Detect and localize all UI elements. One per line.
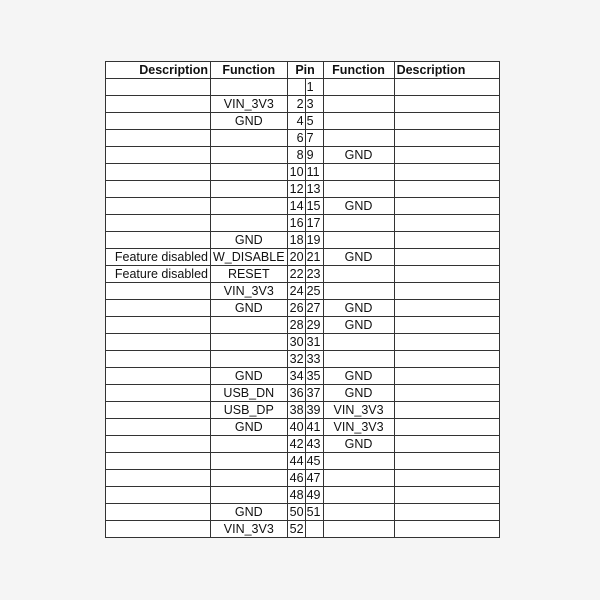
right-function-cell: GND bbox=[323, 300, 394, 317]
right-function-cell bbox=[323, 453, 394, 470]
left-description-cell bbox=[106, 283, 211, 300]
right-description-cell bbox=[394, 436, 499, 453]
right-function-cell bbox=[323, 181, 394, 198]
right-description-cell bbox=[394, 521, 499, 538]
left-pin-number: 8 bbox=[287, 147, 305, 164]
left-pin-number: 26 bbox=[287, 300, 305, 317]
right-pin-number: 49 bbox=[305, 487, 323, 504]
right-description-cell bbox=[394, 249, 499, 266]
left-pin-number bbox=[287, 79, 305, 96]
right-function-cell bbox=[323, 504, 394, 521]
right-pin-number: 45 bbox=[305, 453, 323, 470]
right-pin-number: 17 bbox=[305, 215, 323, 232]
left-pin-number: 42 bbox=[287, 436, 305, 453]
right-function-cell: VIN_3V3 bbox=[323, 402, 394, 419]
left-function-cell: GND bbox=[211, 113, 288, 130]
right-description-cell bbox=[394, 266, 499, 283]
table-row bbox=[106, 385, 500, 402]
left-pin-number: 36 bbox=[287, 385, 305, 402]
header-pin: Pin bbox=[287, 62, 323, 79]
left-function-cell: GND bbox=[211, 368, 288, 385]
header-row bbox=[106, 62, 500, 79]
table-row bbox=[106, 113, 500, 130]
left-description-cell bbox=[106, 232, 211, 249]
table-row bbox=[106, 402, 500, 419]
left-function-cell: VIN_3V3 bbox=[211, 283, 288, 300]
left-function-cell bbox=[211, 351, 288, 368]
left-function-cell bbox=[211, 453, 288, 470]
left-description-cell bbox=[106, 147, 211, 164]
left-pin-number: 10 bbox=[287, 164, 305, 181]
left-description-cell: Feature disabled bbox=[106, 249, 211, 266]
left-description-cell bbox=[106, 317, 211, 334]
left-pin-number: 46 bbox=[287, 470, 305, 487]
right-pin-number: 13 bbox=[305, 181, 323, 198]
right-pin-number: 31 bbox=[305, 334, 323, 351]
right-pin-number: 33 bbox=[305, 351, 323, 368]
pin-rows bbox=[106, 79, 500, 538]
right-function-cell bbox=[323, 334, 394, 351]
right-function-cell bbox=[323, 215, 394, 232]
right-description-cell bbox=[394, 402, 499, 419]
right-function-cell bbox=[323, 487, 394, 504]
left-function-cell bbox=[211, 147, 288, 164]
right-description-cell bbox=[394, 504, 499, 521]
right-description-cell bbox=[394, 164, 499, 181]
right-pin-number: 43 bbox=[305, 436, 323, 453]
left-pin-number: 14 bbox=[287, 198, 305, 215]
table-row bbox=[106, 504, 500, 521]
right-pin-number: 19 bbox=[305, 232, 323, 249]
right-function-cell: GND bbox=[323, 317, 394, 334]
right-description-cell bbox=[394, 147, 499, 164]
left-description-cell bbox=[106, 419, 211, 436]
table-row bbox=[106, 419, 500, 436]
left-description-cell bbox=[106, 198, 211, 215]
right-description-cell bbox=[394, 215, 499, 232]
right-pin-number bbox=[305, 521, 323, 538]
left-description-cell bbox=[106, 96, 211, 113]
left-pin-number: 32 bbox=[287, 351, 305, 368]
right-pin-number: 23 bbox=[305, 266, 323, 283]
left-description-cell bbox=[106, 521, 211, 538]
left-pin-number: 44 bbox=[287, 453, 305, 470]
right-description-cell bbox=[394, 453, 499, 470]
left-function-cell: GND bbox=[211, 504, 288, 521]
table-row bbox=[106, 147, 500, 164]
left-description-cell bbox=[106, 113, 211, 130]
right-description-cell bbox=[394, 130, 499, 147]
table-row bbox=[106, 436, 500, 453]
left-pin-number: 34 bbox=[287, 368, 305, 385]
header-left-description: Description bbox=[106, 62, 211, 79]
left-description-cell bbox=[106, 79, 211, 96]
left-description-cell bbox=[106, 504, 211, 521]
left-function-cell bbox=[211, 181, 288, 198]
left-function-cell bbox=[211, 436, 288, 453]
right-description-cell bbox=[394, 232, 499, 249]
left-description-cell bbox=[106, 368, 211, 385]
left-pin-number: 20 bbox=[287, 249, 305, 266]
left-pin-number: 6 bbox=[287, 130, 305, 147]
right-pin-number: 37 bbox=[305, 385, 323, 402]
left-function-cell bbox=[211, 215, 288, 232]
right-function-cell bbox=[323, 283, 394, 300]
left-pin-number: 12 bbox=[287, 181, 305, 198]
right-description-cell bbox=[394, 181, 499, 198]
right-pin-number: 47 bbox=[305, 470, 323, 487]
left-pin-number: 38 bbox=[287, 402, 305, 419]
right-pin-number: 25 bbox=[305, 283, 323, 300]
left-pin-number: 40 bbox=[287, 419, 305, 436]
right-function-cell bbox=[323, 164, 394, 181]
table-row bbox=[106, 232, 500, 249]
left-function-cell: VIN_3V3 bbox=[211, 521, 288, 538]
right-pin-number: 7 bbox=[305, 130, 323, 147]
right-description-cell bbox=[394, 487, 499, 504]
table-row bbox=[106, 96, 500, 113]
left-function-cell: USB_DN bbox=[211, 385, 288, 402]
right-description-cell bbox=[394, 317, 499, 334]
right-pin-number: 15 bbox=[305, 198, 323, 215]
header-right-function: Function bbox=[323, 62, 394, 79]
right-function-cell: GND bbox=[323, 147, 394, 164]
left-pin-number: 4 bbox=[287, 113, 305, 130]
left-description-cell bbox=[106, 487, 211, 504]
right-description-cell bbox=[394, 419, 499, 436]
table-row bbox=[106, 317, 500, 334]
table-row bbox=[106, 266, 500, 283]
left-pin-number: 22 bbox=[287, 266, 305, 283]
right-description-cell bbox=[394, 470, 499, 487]
left-description-cell bbox=[106, 181, 211, 198]
left-pin-number: 16 bbox=[287, 215, 305, 232]
right-function-cell bbox=[323, 130, 394, 147]
table-row bbox=[106, 351, 500, 368]
right-description-cell bbox=[394, 79, 499, 96]
right-description-cell bbox=[394, 351, 499, 368]
left-pin-number: 24 bbox=[287, 283, 305, 300]
table-row bbox=[106, 79, 500, 96]
left-pin-number: 28 bbox=[287, 317, 305, 334]
left-description-cell bbox=[106, 300, 211, 317]
right-description-cell bbox=[394, 385, 499, 402]
right-function-cell bbox=[323, 96, 394, 113]
left-function-cell: W_DISABLE bbox=[211, 249, 288, 266]
right-function-cell bbox=[323, 470, 394, 487]
right-function-cell bbox=[323, 521, 394, 538]
left-function-cell bbox=[211, 470, 288, 487]
table-row bbox=[106, 300, 500, 317]
left-function-cell: VIN_3V3 bbox=[211, 96, 288, 113]
right-pin-number: 39 bbox=[305, 402, 323, 419]
left-description-cell bbox=[106, 385, 211, 402]
left-description-cell bbox=[106, 453, 211, 470]
right-description-cell bbox=[394, 334, 499, 351]
header-left-function: Function bbox=[211, 62, 288, 79]
left-description-cell bbox=[106, 215, 211, 232]
right-function-cell: GND bbox=[323, 436, 394, 453]
left-description-cell bbox=[106, 351, 211, 368]
right-pin-number: 21 bbox=[305, 249, 323, 266]
left-function-cell bbox=[211, 487, 288, 504]
right-pin-number: 35 bbox=[305, 368, 323, 385]
table-row bbox=[106, 249, 500, 266]
table-row bbox=[106, 453, 500, 470]
left-function-cell bbox=[211, 130, 288, 147]
right-description-cell bbox=[394, 283, 499, 300]
right-pin-number: 5 bbox=[305, 113, 323, 130]
left-function-cell: GND bbox=[211, 419, 288, 436]
right-description-cell bbox=[394, 300, 499, 317]
left-pin-number: 2 bbox=[287, 96, 305, 113]
right-function-cell bbox=[323, 113, 394, 130]
left-function-cell bbox=[211, 79, 288, 96]
table-row bbox=[106, 130, 500, 147]
table-row bbox=[106, 470, 500, 487]
left-function-cell bbox=[211, 334, 288, 351]
left-pin-number: 48 bbox=[287, 487, 305, 504]
pinout-table bbox=[105, 61, 500, 538]
table-row bbox=[106, 368, 500, 385]
right-description-cell bbox=[394, 368, 499, 385]
left-function-cell bbox=[211, 317, 288, 334]
right-description-cell bbox=[394, 96, 499, 113]
left-description-cell bbox=[106, 436, 211, 453]
left-function-cell: GND bbox=[211, 300, 288, 317]
header-right-description: Description bbox=[394, 62, 499, 79]
right-function-cell bbox=[323, 232, 394, 249]
left-pin-number: 30 bbox=[287, 334, 305, 351]
left-description-cell bbox=[106, 164, 211, 181]
left-function-cell bbox=[211, 198, 288, 215]
left-function-cell: USB_DP bbox=[211, 402, 288, 419]
right-function-cell: GND bbox=[323, 368, 394, 385]
left-pin-number: 50 bbox=[287, 504, 305, 521]
right-pin-number: 9 bbox=[305, 147, 323, 164]
right-pin-number: 1 bbox=[305, 79, 323, 96]
table-row bbox=[106, 198, 500, 215]
table-row bbox=[106, 334, 500, 351]
table-row bbox=[106, 283, 500, 300]
right-function-cell: GND bbox=[323, 198, 394, 215]
right-description-cell bbox=[394, 113, 499, 130]
right-pin-number: 51 bbox=[305, 504, 323, 521]
left-pin-number: 52 bbox=[287, 521, 305, 538]
right-function-cell bbox=[323, 351, 394, 368]
left-pin-number: 18 bbox=[287, 232, 305, 249]
table-row bbox=[106, 215, 500, 232]
left-description-cell bbox=[106, 402, 211, 419]
right-pin-number: 27 bbox=[305, 300, 323, 317]
left-description-cell: Feature disabled bbox=[106, 266, 211, 283]
right-pin-number: 11 bbox=[305, 164, 323, 181]
right-function-cell bbox=[323, 266, 394, 283]
right-pin-number: 3 bbox=[305, 96, 323, 113]
left-function-cell: RESET bbox=[211, 266, 288, 283]
right-function-cell: GND bbox=[323, 249, 394, 266]
left-description-cell bbox=[106, 334, 211, 351]
right-pin-number: 41 bbox=[305, 419, 323, 436]
table-row bbox=[106, 181, 500, 198]
table-row bbox=[106, 521, 500, 538]
right-function-cell: GND bbox=[323, 385, 394, 402]
right-pin-number: 29 bbox=[305, 317, 323, 334]
left-function-cell bbox=[211, 164, 288, 181]
right-function-cell bbox=[323, 79, 394, 96]
table-row bbox=[106, 164, 500, 181]
left-description-cell bbox=[106, 130, 211, 147]
table-row bbox=[106, 487, 500, 504]
left-description-cell bbox=[106, 470, 211, 487]
left-function-cell: GND bbox=[211, 232, 288, 249]
right-function-cell: VIN_3V3 bbox=[323, 419, 394, 436]
right-description-cell bbox=[394, 198, 499, 215]
